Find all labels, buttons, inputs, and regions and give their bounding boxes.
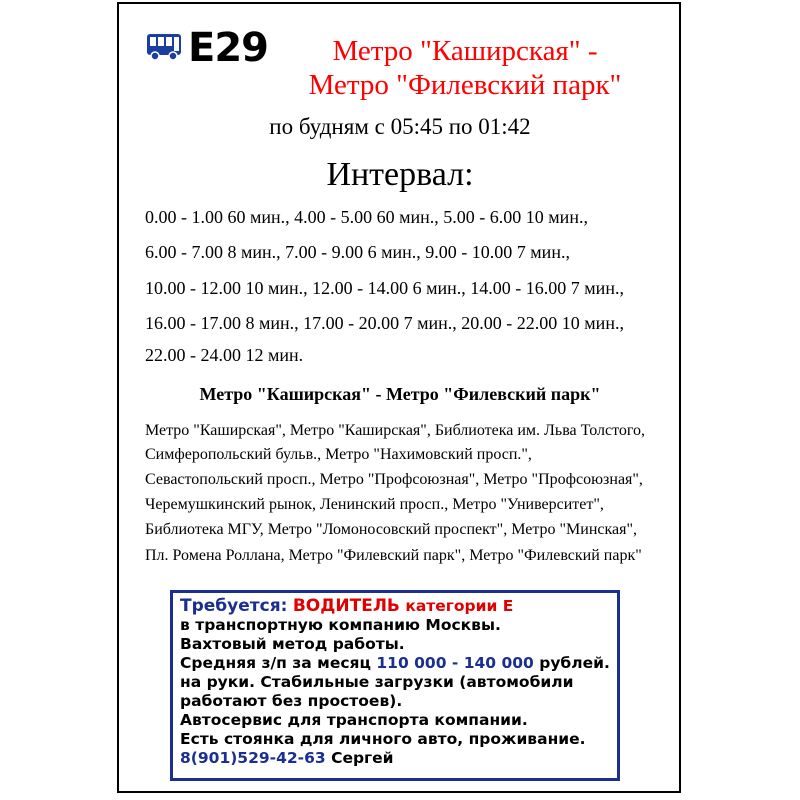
route-title-line2: Метро "Филевский парк" — [308, 69, 622, 101]
ad-line: на руки. Стабильные загрузки (автомобили — [180, 673, 574, 691]
job-advertisement — [170, 590, 620, 781]
interval-line: 22.00 - 24.00 12 мин. — [145, 345, 304, 365]
interval-line: 0.00 - 1.00 60 мин., 4.00 - 5.00 60 мин., 5.00 - 6.00 10 мин., — [145, 207, 588, 227]
stop-list-line: Севастопольский просп., Метро "Профсоюзная", Метро "Профсоюзная", — [145, 471, 643, 488]
ad-job-title: ВОДИТЕЛЬ — [292, 596, 400, 616]
stop-list-line: Симферопольский бульв., Метро "Нахимовский просп.", — [145, 446, 532, 463]
ad-contact-name: Сергей — [331, 749, 394, 767]
stop-list-line: Пл. Ромена Роллана, Метро "Филевский парк", Метро "Филевский парк" — [145, 547, 642, 564]
ad-salary-suffix: рублей. — [539, 654, 610, 672]
stop-list-line: Метро "Каширская", Метро "Каширская", Библиотека им. Льва Толстого, — [145, 422, 646, 439]
ad-contact — [180, 749, 617, 768]
route-number: E29 — [188, 25, 268, 71]
ad-required-label: Требуется: — [180, 596, 288, 616]
ad-line: Есть стоянка для личного авто, проживание. — [180, 730, 586, 748]
ad-line-salary — [180, 654, 617, 673]
ad-category: категории Е — [405, 597, 514, 615]
interval-line: 6.00 - 7.00 8 мин., 7.00 - 9.00 6 мин., 9.00 - 10.00 7 мин., — [145, 242, 570, 262]
ad-line: Автосервис для транспорта компании. — [180, 711, 528, 729]
interval-line: 10.00 - 12.00 10 мин., 12.00 - 14.00 6 мин., 14.00 - 16.00 7 мин., — [145, 278, 624, 298]
route-title-line1: Метро "Каширская" - — [332, 35, 598, 67]
ad-line: работают без простоев). — [180, 692, 403, 710]
bus-icon — [146, 33, 182, 61]
ad-line: Вахтовый метод работы. — [180, 635, 405, 653]
interval-heading: Интервал: — [326, 156, 474, 193]
stop-list-line: Черемушкинский рынок, Ленинский просп., Метро "Университет", — [145, 496, 604, 513]
ad-phone[interactable]: 8(901)529-42-63 — [180, 749, 326, 767]
stops-heading: Метро "Каширская" - Метро "Филевский парк" — [199, 384, 601, 404]
ad-line: в транспортную компанию Москвы. — [180, 616, 501, 634]
schedule-hours: по будням с 05:45 по 01:42 — [269, 114, 531, 139]
stop-list-line: Библиотека МГУ, Метро "Ломоносовский проспект", Метро "Минская", — [145, 521, 638, 538]
ad-salary-value: 110 000 - 140 000 — [376, 654, 534, 672]
interval-line: 16.00 - 17.00 8 мин., 17.00 - 20.00 7 мин., 20.00 - 22.00 10 мин., — [145, 313, 624, 333]
ad-salary-prefix: Средняя з/п за месяц — [180, 654, 371, 672]
ad-line-required — [180, 597, 617, 616]
